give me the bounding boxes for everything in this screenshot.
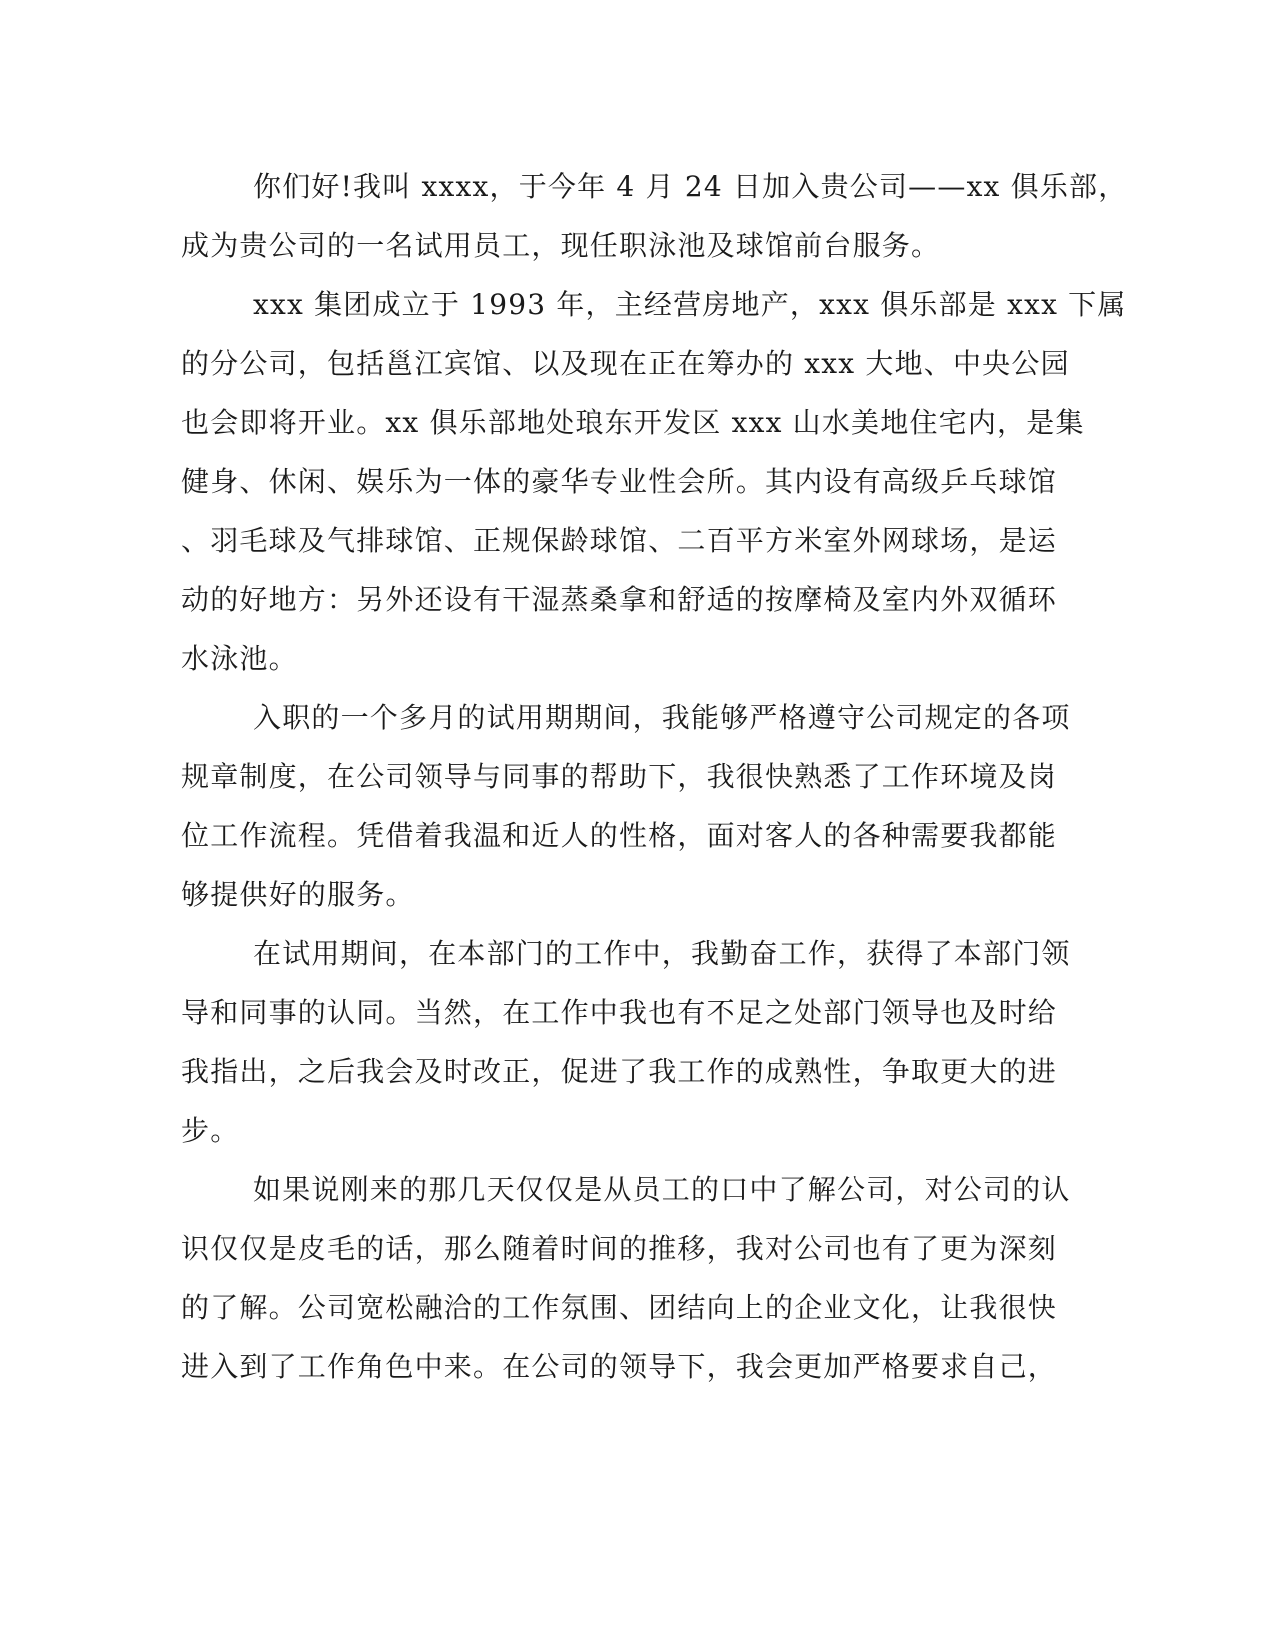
paragraph-1: [181, 157, 1128, 275]
text-line: 你们好!我叫 xxxx，于今年 4 月 24 日加入贵公司——xx 俱乐部，: [253, 170, 1128, 203]
paragraph-4: [181, 924, 1071, 1160]
text-line: 健身、休闲、娱乐为一体的豪华专业性会所。其内设有高级乒乓球馆: [181, 465, 1058, 498]
text-line: 导和同事的认同。当然，在工作中我也有不足之处部门领导也及时给: [181, 996, 1058, 1029]
text-line: 的分公司，包括邕江宾馆、以及现在正在筹办的 xxx 大地、中央公园: [181, 347, 1070, 380]
text-line: 如果说刚来的那几天仅仅是从员工的口中了解公司，对公司的认: [253, 1173, 1071, 1206]
text-line: 的了解。公司宽松融洽的工作氛围、团结向上的企业文化，让我很快: [181, 1291, 1058, 1324]
text-line: 成为贵公司的一名试用员工，现任职泳池及球馆前台服务。: [181, 229, 941, 262]
paragraph-3: [181, 688, 1071, 924]
text-line: 位工作流程。凭借着我温和近人的性格，面对客人的各种需要我都能: [181, 819, 1058, 852]
paragraph-5: [181, 1160, 1071, 1396]
text-line: 、羽毛球及气排球馆、正规保龄球馆、二百平方米室外网球场，是运: [181, 524, 1058, 557]
text-line: 进入到了工作角色中来。在公司的领导下，我会更加严格要求自己，: [181, 1350, 1058, 1383]
text-line: 动的好地方：另外还设有干湿蒸桑拿和舒适的按摩椅及室内外双循环: [181, 583, 1058, 616]
text-line: 入职的一个多月的试用期期间，我能够严格遵守公司规定的各项: [253, 701, 1071, 734]
text-line: 我指出，之后我会及时改正，促进了我工作的成熟性，争取更大的进: [181, 1055, 1058, 1088]
text-line: 水泳池。: [181, 642, 298, 675]
text-line: 规章制度，在公司领导与同事的帮助下，我很快熟悉了工作环境及岗: [181, 760, 1058, 793]
document-body: [181, 157, 1128, 1396]
text-line: 够提供好的服务。: [181, 878, 415, 911]
text-line: 步。: [181, 1114, 240, 1147]
text-line: xxx 集团成立于 1993 年，主经营房地产，xxx 俱乐部是 xxx 下属: [253, 288, 1127, 321]
paragraph-2: [181, 275, 1127, 688]
text-line: 也会即将开业。xx 俱乐部地处琅东开发区 xxx 山水美地住宅内，是集: [181, 406, 1085, 439]
text-line: 识仅仅是皮毛的话，那么随着时间的推移，我对公司也有了更为深刻: [181, 1232, 1058, 1265]
text-line: 在试用期间，在本部门的工作中，我勤奋工作，获得了本部门领: [253, 937, 1071, 970]
